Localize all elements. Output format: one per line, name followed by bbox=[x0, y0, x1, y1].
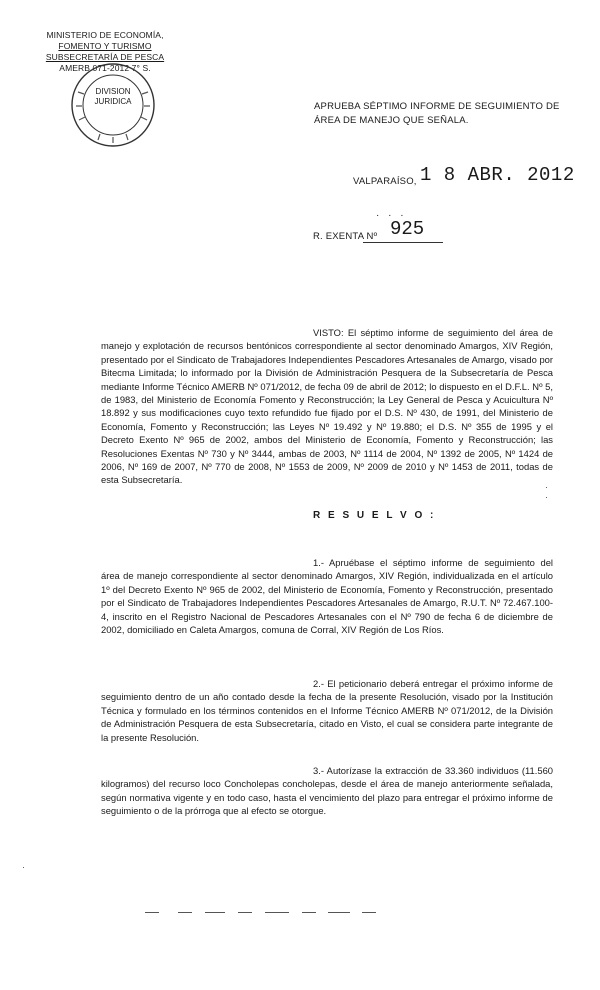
place-label: VALPARAÍSO, bbox=[353, 176, 417, 187]
header-line-subsecretaria: SUBSECRETARÍA DE PESCA bbox=[45, 52, 165, 62]
resolution-item-1: 1.- Apruébase el séptimo informe de seguimiento del área de manejo correspondiente al sector denominado Amargos, XIV Región, individualizada en el artículo 1º del Decreto Exento Nº 965 de 2002, del Ministerio de Economía, Fomento y Reconstrucción, presentado por el Sindicato de Trabajadores Independientes Pescadores Artesanales de Amargo, R.U.T. Nº 72.467.100-4, inscrito en el Registro Nacional de Pescadores Artesanales con el Nº 790 de fecha 6 de diciembre de 2002, domiciliado en Caleta Amargos, comuna de Corral, XIV Región de Los Ríos. bbox=[101, 557, 553, 636]
footer-dash bbox=[265, 912, 289, 913]
resuelvo-heading: R E S U E L V O : bbox=[313, 510, 436, 521]
date-stamp: 1 8 ABR. 2012 bbox=[420, 164, 575, 186]
footer-dash bbox=[205, 912, 225, 913]
footer-dash bbox=[362, 912, 376, 913]
resolution-item-2: 2.- El peticionario deberá entregar el próximo informe de seguimiento dentro de un año contado desde la fecha de la presente Resolución, visado por la Institución Técnica y formulado en los términos contenidos en el Informe Técnico AMERB Nº 071/2012, de la División de Administración Pesquera de esta Subsecretaría, citado en Visto, el cual se considera parte integrante de la presente Resolución. bbox=[101, 678, 553, 743]
header-line-reference: AMERB 071-2012 7° S. bbox=[59, 63, 151, 73]
visto-paragraph: VISTO: El séptimo informe de seguimiento del área de manejo y explotación de recursos bentónicos correspondiente al sector denominado Amargos, XIV Región, presentado por el Sindicato de Trabajadores Independientes Pescadores Artesanales de Amargo, visado por Bitecma Limitada; lo informado por la División de Administración Pesquera de la Subsecretaría de Pesca mediante Informe Técnico AMERB Nº 071/2012, de fecha 09 de abril de 2012; lo dispuesto en el D.F.L. Nº 5, de 1983, del Ministerio de Economía Fomento y Reconstrucción; la Ley General de Pesca y Acuicultura Nº 18.892 y sus modificaciones cuyo texto refundido fue fijado por el D.S. Nº 430, de 1991, del Ministerio de Economía, Fomento y Reconstrucción; las Leyes Nº 19.492 y Nº 19.880; el D.S. Nº 355 de 1995 y el Decreto Exento Nº 965 de 2002, ambos del Ministerio de Economía, Fomento y Reconstrucción; las Resoluciones Exentas Nº 730 y Nº 3444, ambas de 2003, Nº 1114 de 2004, Nº 1392 de 2005, Nº 1424 de 2006, Nº 169 de 2007, Nº 770 de 2008, Nº 1553 de 2009, Nº 2009 de 2010 y Nº 1453 de 2011, todas de esta Subsecretaría. bbox=[101, 327, 553, 486]
margin-mark: · bbox=[545, 492, 548, 502]
footer-dash bbox=[178, 912, 192, 913]
number-marks: · · · bbox=[376, 210, 407, 221]
margin-mark: · bbox=[545, 482, 548, 492]
footer-dash bbox=[238, 912, 252, 913]
resolution-item-3: 3.- Autorízase la extracción de 33.360 individuos (11.560 kilogramos) del recurso loco Concholepas concholepas, desde el área de manejo anteriormente señalada, según normativa vigente y en todo caso, hasta el vencimiento del plazo para entregar el próximo informe de seguimiento o de la prórroga que al efecto se otorgue. bbox=[101, 765, 553, 817]
margin-mark: · bbox=[22, 862, 25, 872]
footer-dash bbox=[302, 912, 316, 913]
document-title: APRUEBA SÉPTIMO INFORME DE SEGUIMIENTO DE ÁREA DE MANEJO QUE SEÑALA. bbox=[314, 101, 560, 126]
exenta-underline bbox=[363, 242, 443, 243]
header-line-ministry: MINISTERIO DE ECONOMÍA, bbox=[46, 30, 164, 40]
exenta-number: 925 bbox=[390, 218, 425, 240]
seal-label bbox=[70, 87, 156, 107]
footer-dash bbox=[328, 912, 350, 913]
footer-dash bbox=[145, 912, 159, 913]
exenta-label: R. EXENTA Nº bbox=[313, 231, 378, 242]
header-line-fomento: FOMENTO Y TURISMO bbox=[58, 41, 152, 51]
seal-label-division: DIVISION bbox=[95, 87, 131, 96]
seal-label-juridica: JURIDICA bbox=[94, 97, 132, 106]
